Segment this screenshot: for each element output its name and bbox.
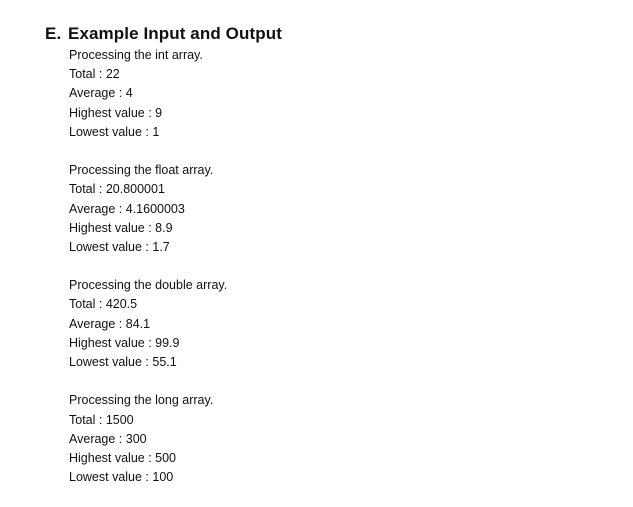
long-lowest-line: Lowest value : 100 [69, 470, 174, 485]
int-highest-line: Highest value : 9 [69, 105, 163, 120]
int-lowest-line: Lowest value : 1 [69, 124, 160, 139]
int-array-output [69, 46, 589, 142]
output-listing [69, 46, 589, 507]
int-processing-line: Processing the int array. [69, 48, 203, 62]
double-lowest-line: Lowest value : 55.1 [69, 355, 177, 369]
long-processing-line: Processing the long array. [69, 393, 214, 408]
float-array-output [69, 161, 589, 257]
long-total-line: Total : 1500 [69, 412, 134, 427]
float-processing-line: Processing the float array. [69, 163, 214, 178]
double-highest-line: Highest value : 99.9 [69, 335, 180, 350]
double-array-output [69, 276, 589, 372]
double-processing-line: Processing the double array. [69, 278, 228, 293]
int-average-line: Average : 4 [69, 86, 133, 101]
long-average-line: Average : 300 [69, 431, 147, 446]
float-highest-line: Highest value : 8.9 [69, 220, 173, 235]
section-marker: E. [45, 24, 62, 43]
int-total-line: Total : 22 [69, 67, 120, 82]
float-average-line: Average : 4.1600003 [69, 201, 185, 216]
section-heading [45, 22, 282, 46]
float-total-line: Total : 20.800001 [69, 182, 165, 197]
long-highest-line: Highest value : 500 [69, 450, 177, 465]
long-array-output [69, 391, 589, 487]
double-average-line: Average : 84.1 [69, 316, 151, 331]
section-title: Example Input and Output [68, 24, 282, 43]
float-lowest-line: Lowest value : 1.7 [69, 239, 170, 254]
double-total-line: Total : 420.5 [69, 297, 138, 312]
